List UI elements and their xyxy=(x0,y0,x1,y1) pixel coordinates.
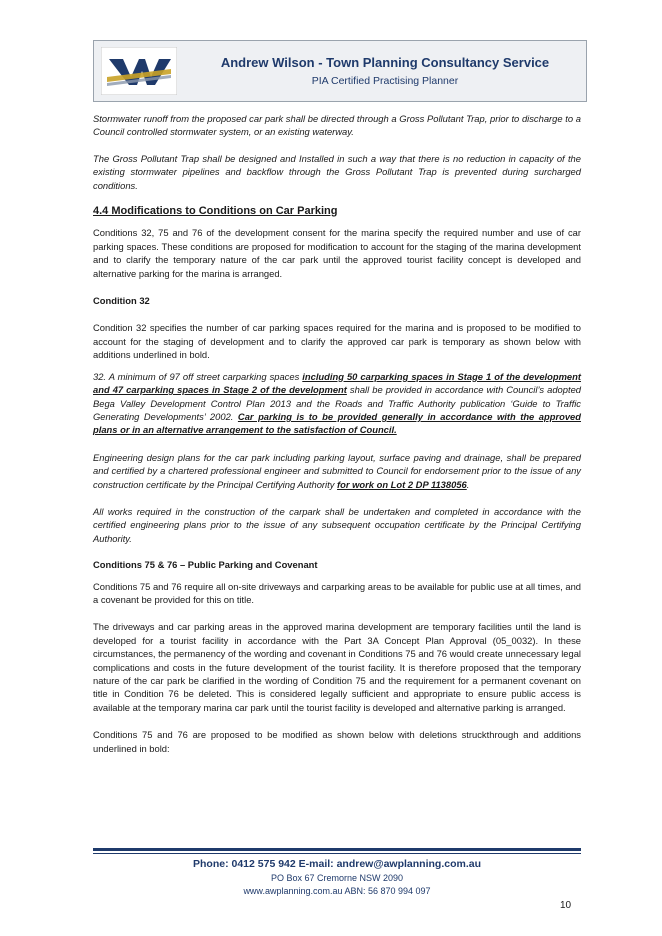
condition-32-addition-2: Car parking is to be provided generally in accordance with the approved plans or in an alternative arrangement to the satisfaction of Council. xyxy=(93,410,581,436)
engineering-design-text-c: . xyxy=(466,478,470,490)
paragraph-temporary-facilities: The driveways and car parking areas in the approved marina development are temporary facilities until the land is developed for a tourist facility in accordance with the Part 3A Concept Plan Approval (05_0032). In these circumstances, the permanency of the wording and covenant in Conditions 75 and 76 would create unnecessary legal complications and costs in the future development of the tourist facility. It is therefore proposed that the temporary nature of the car park be clarified in the wording of Condition 75 and the requirement for a permanent covenant on title in Condition 76 be deleted. This is considered legally sufficient and appropriate to ensure public access is available at the temporary marina car park until the tourist facility is developed and alternative parking is arranged. xyxy=(93,621,581,713)
paragraph-gross-pollutant-trap: The Gross Pollutant Trap shall be designed and Installed in such a way that there is no reduction in capacity of the existing stormwater pipelines and backflow through the Gross Pollutant Trap is prevented during surcharged conditions. xyxy=(93,152,581,191)
paragraph-conditions-intro: Conditions 32, 75 and 76 of the development consent for the marina specify the required number and use of car parking spaces. These conditions are proposed for modification to account for the staging of the marina development and to clarify the temporary nature of the car park until the approved tourist facility concept is developed and alternative parking for the marina is arranged. xyxy=(93,227,581,279)
paragraph-works-required: All works required in the construction of the carpark shall be undertaken and completed in accordance with the certified engineering plans prior to the issue of any subsequent occupation certificate by the Principal Certifying Authority. xyxy=(93,505,581,544)
footer-contact: Phone: 0412 575 942 E-mail: andrew@awplanning.com.au xyxy=(193,858,481,870)
heading-conditions-75-76: Conditions 75 & 76 – Public Parking and Covenant xyxy=(93,559,318,571)
paragraph-condition-32-intro: Condition 32 specifies the number of car parking spaces required for the marina and is proposed to be modified to account for the staging of development and to clarify the approved car park is temporary as shown below with additions underlined in bold. xyxy=(93,322,581,361)
header-title: Andrew Wilson - Town Planning Consultancy Service xyxy=(220,55,550,70)
paragraph-conditions-75-76-intro: Conditions 75 and 76 require all on-site driveways and carparking areas to be available for public use at all times, and a covenant be provided for this on title. xyxy=(93,580,581,605)
aw-logo-icon xyxy=(101,47,177,95)
footer-rule-thin xyxy=(93,853,581,854)
paragraph-stormwater: Stormwater runoff from the proposed car park shall be directed through a Gross Pollutant Trap, prior to discharge to a Council controlled stormwater system, or an existing waterway. xyxy=(93,113,581,138)
engineering-design-text-a: Engineering design plans for the car park including parking layout, surface paving and drainage, shall be prepared and certified by a chartered professional engineer and submitted to Council for endorsement prior to the issue of any construction certificate by the Principal Certifying Authority xyxy=(93,451,581,490)
condition-32-addition-1: including 50 carparking spaces in Stage 1 of the development and 47 carparking spaces in Stage 2 of the development xyxy=(93,370,581,396)
engineering-design-addition: for work on Lot 2 DP 1138056 xyxy=(337,478,467,490)
footer-rule-thick xyxy=(93,848,581,851)
condition-32-text xyxy=(93,370,581,437)
paragraph-proposed-modification: Conditions 75 and 76 are proposed to be modified as shown below with deletions struckthrough and additions underlined in bold: xyxy=(93,729,581,754)
header-subtitle: PIA Certified Practising Planner xyxy=(311,75,459,87)
letterhead xyxy=(93,40,587,102)
section-heading-4-4: 4.4 Modifications to Conditions on Car Parking xyxy=(93,205,338,218)
footer xyxy=(93,857,581,898)
page-number: 10 xyxy=(560,900,572,911)
footer-address: PO Box 67 Cremorne NSW 2090 xyxy=(270,873,404,883)
footer-web: www.awplanning.com.au ABN: 56 870 994 097 xyxy=(243,886,431,896)
condition-32-text-a: 32. A minimum of 97 off street carparking spaces xyxy=(93,370,303,382)
engineering-design-text xyxy=(93,451,581,491)
document-body xyxy=(93,112,581,755)
heading-condition-32: Condition 32 xyxy=(93,295,150,307)
condition-32-text-c: shall be provided in accordance with Council’s adopted Bega Valley Development Control Plan 2013 and the Roads and Traffic Authority publication ‘Guide to Traffic Generating Developments’ 2002. xyxy=(93,384,581,422)
